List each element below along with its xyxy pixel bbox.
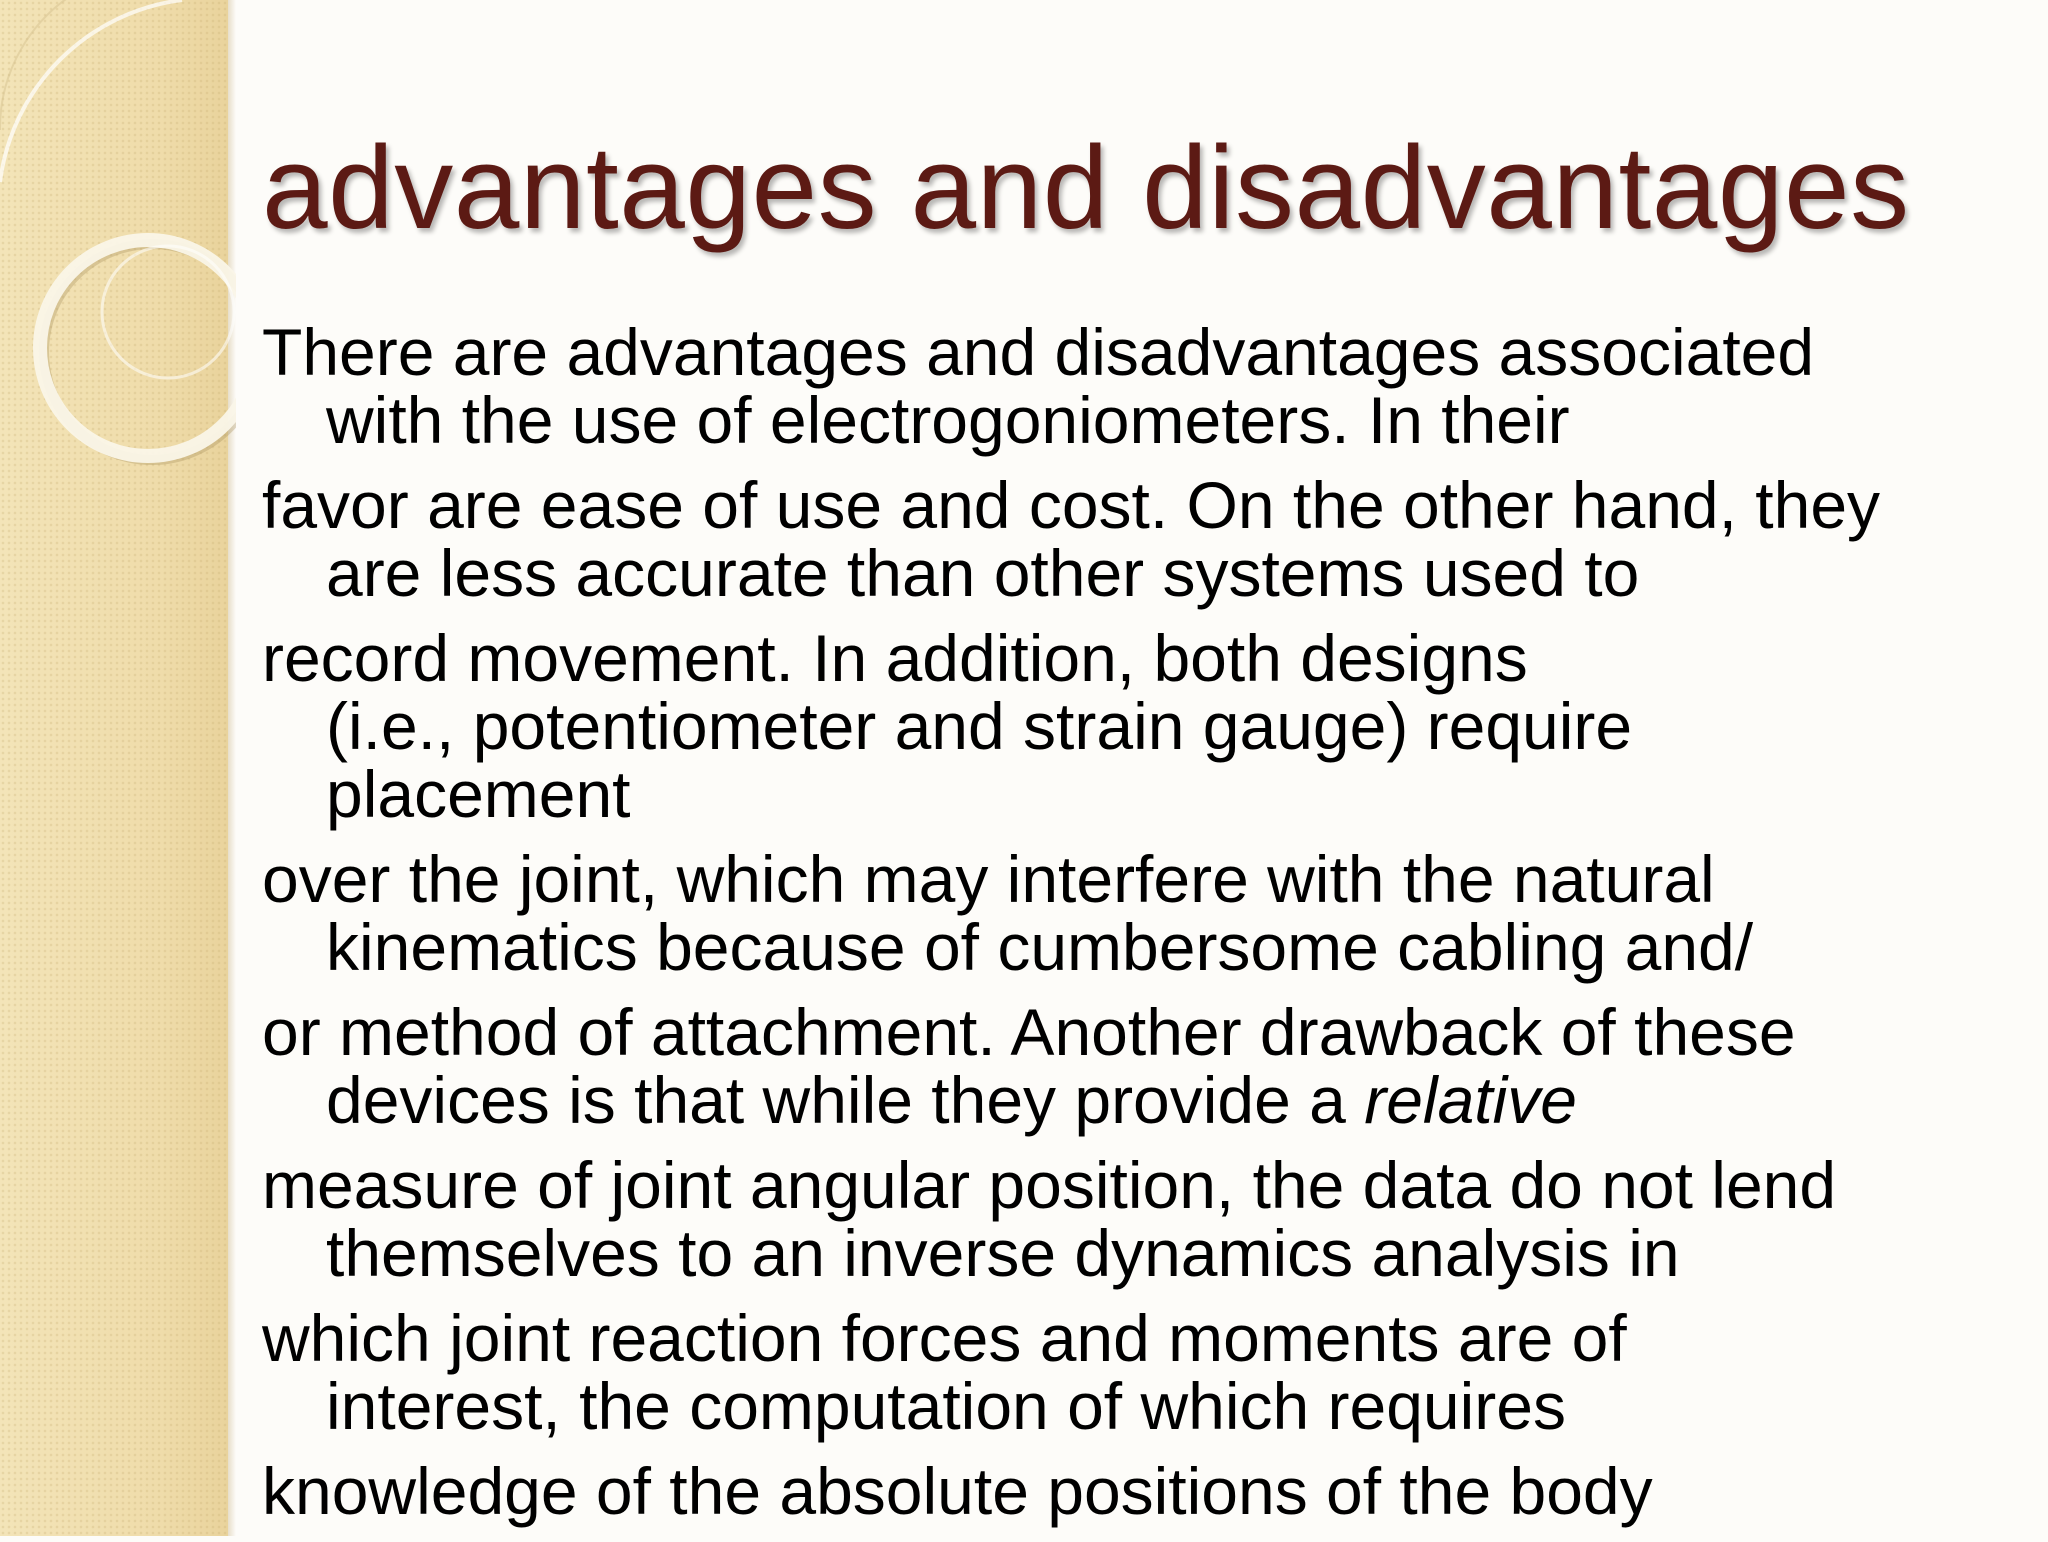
text-line: themselves to an inverse dynamics analysis in	[326, 1216, 1680, 1290]
ring-arc-top	[0, 0, 182, 182]
paragraph-5	[262, 995, 2042, 1137]
text-line: There are advantages and disadvantages associated	[262, 315, 1815, 389]
slide-body	[262, 315, 2042, 1542]
text-line: (i.e., potentiometer and strain gauge) require	[326, 689, 1633, 763]
paragraph-7	[262, 1301, 2042, 1443]
paragraph-6	[262, 1148, 2042, 1290]
paragraph-3	[262, 621, 2042, 831]
paragraph-4	[262, 842, 2042, 984]
text-line: interest, the computation of which requires	[326, 1369, 1566, 1443]
text-line: knowledge of the absolute positions of the body	[262, 1454, 1653, 1528]
text-line-prefix: devices is that while they provide a	[326, 1063, 1365, 1137]
text-line: placement	[326, 757, 631, 831]
paragraph-1	[262, 315, 2042, 457]
text-line: are less accurate than other systems used to	[326, 536, 1640, 610]
paragraph-8	[262, 1454, 2042, 1528]
text-line: over the joint, which may interfere with the natural	[262, 842, 1715, 916]
paragraph-2	[262, 468, 2042, 610]
ring-small	[102, 246, 234, 378]
text-line: record movement. In addition, both designs	[262, 621, 1528, 695]
text-line: with the use of electrogoniometers. In their	[326, 383, 1570, 457]
italic-term: relative	[1364, 1063, 1577, 1137]
ring-lower	[40, 240, 236, 456]
ring-arc-outer	[0, 0, 80, 130]
text-line: or method of attachment. Another drawback of these	[262, 995, 1796, 1069]
decorative-rings	[0, 0, 236, 520]
text-line	[326, 1063, 1577, 1137]
slide-title: advantages and disadvantages	[262, 122, 1910, 254]
text-line: measure of joint angular position, the data do not lend	[262, 1148, 1837, 1222]
text-line: kinematics because of cumbersome cabling and/	[326, 910, 1754, 984]
text-line: favor are ease of use and cost. On the other hand, they	[262, 468, 1881, 542]
text-line: which joint reaction forces and moments are of	[262, 1301, 1627, 1375]
